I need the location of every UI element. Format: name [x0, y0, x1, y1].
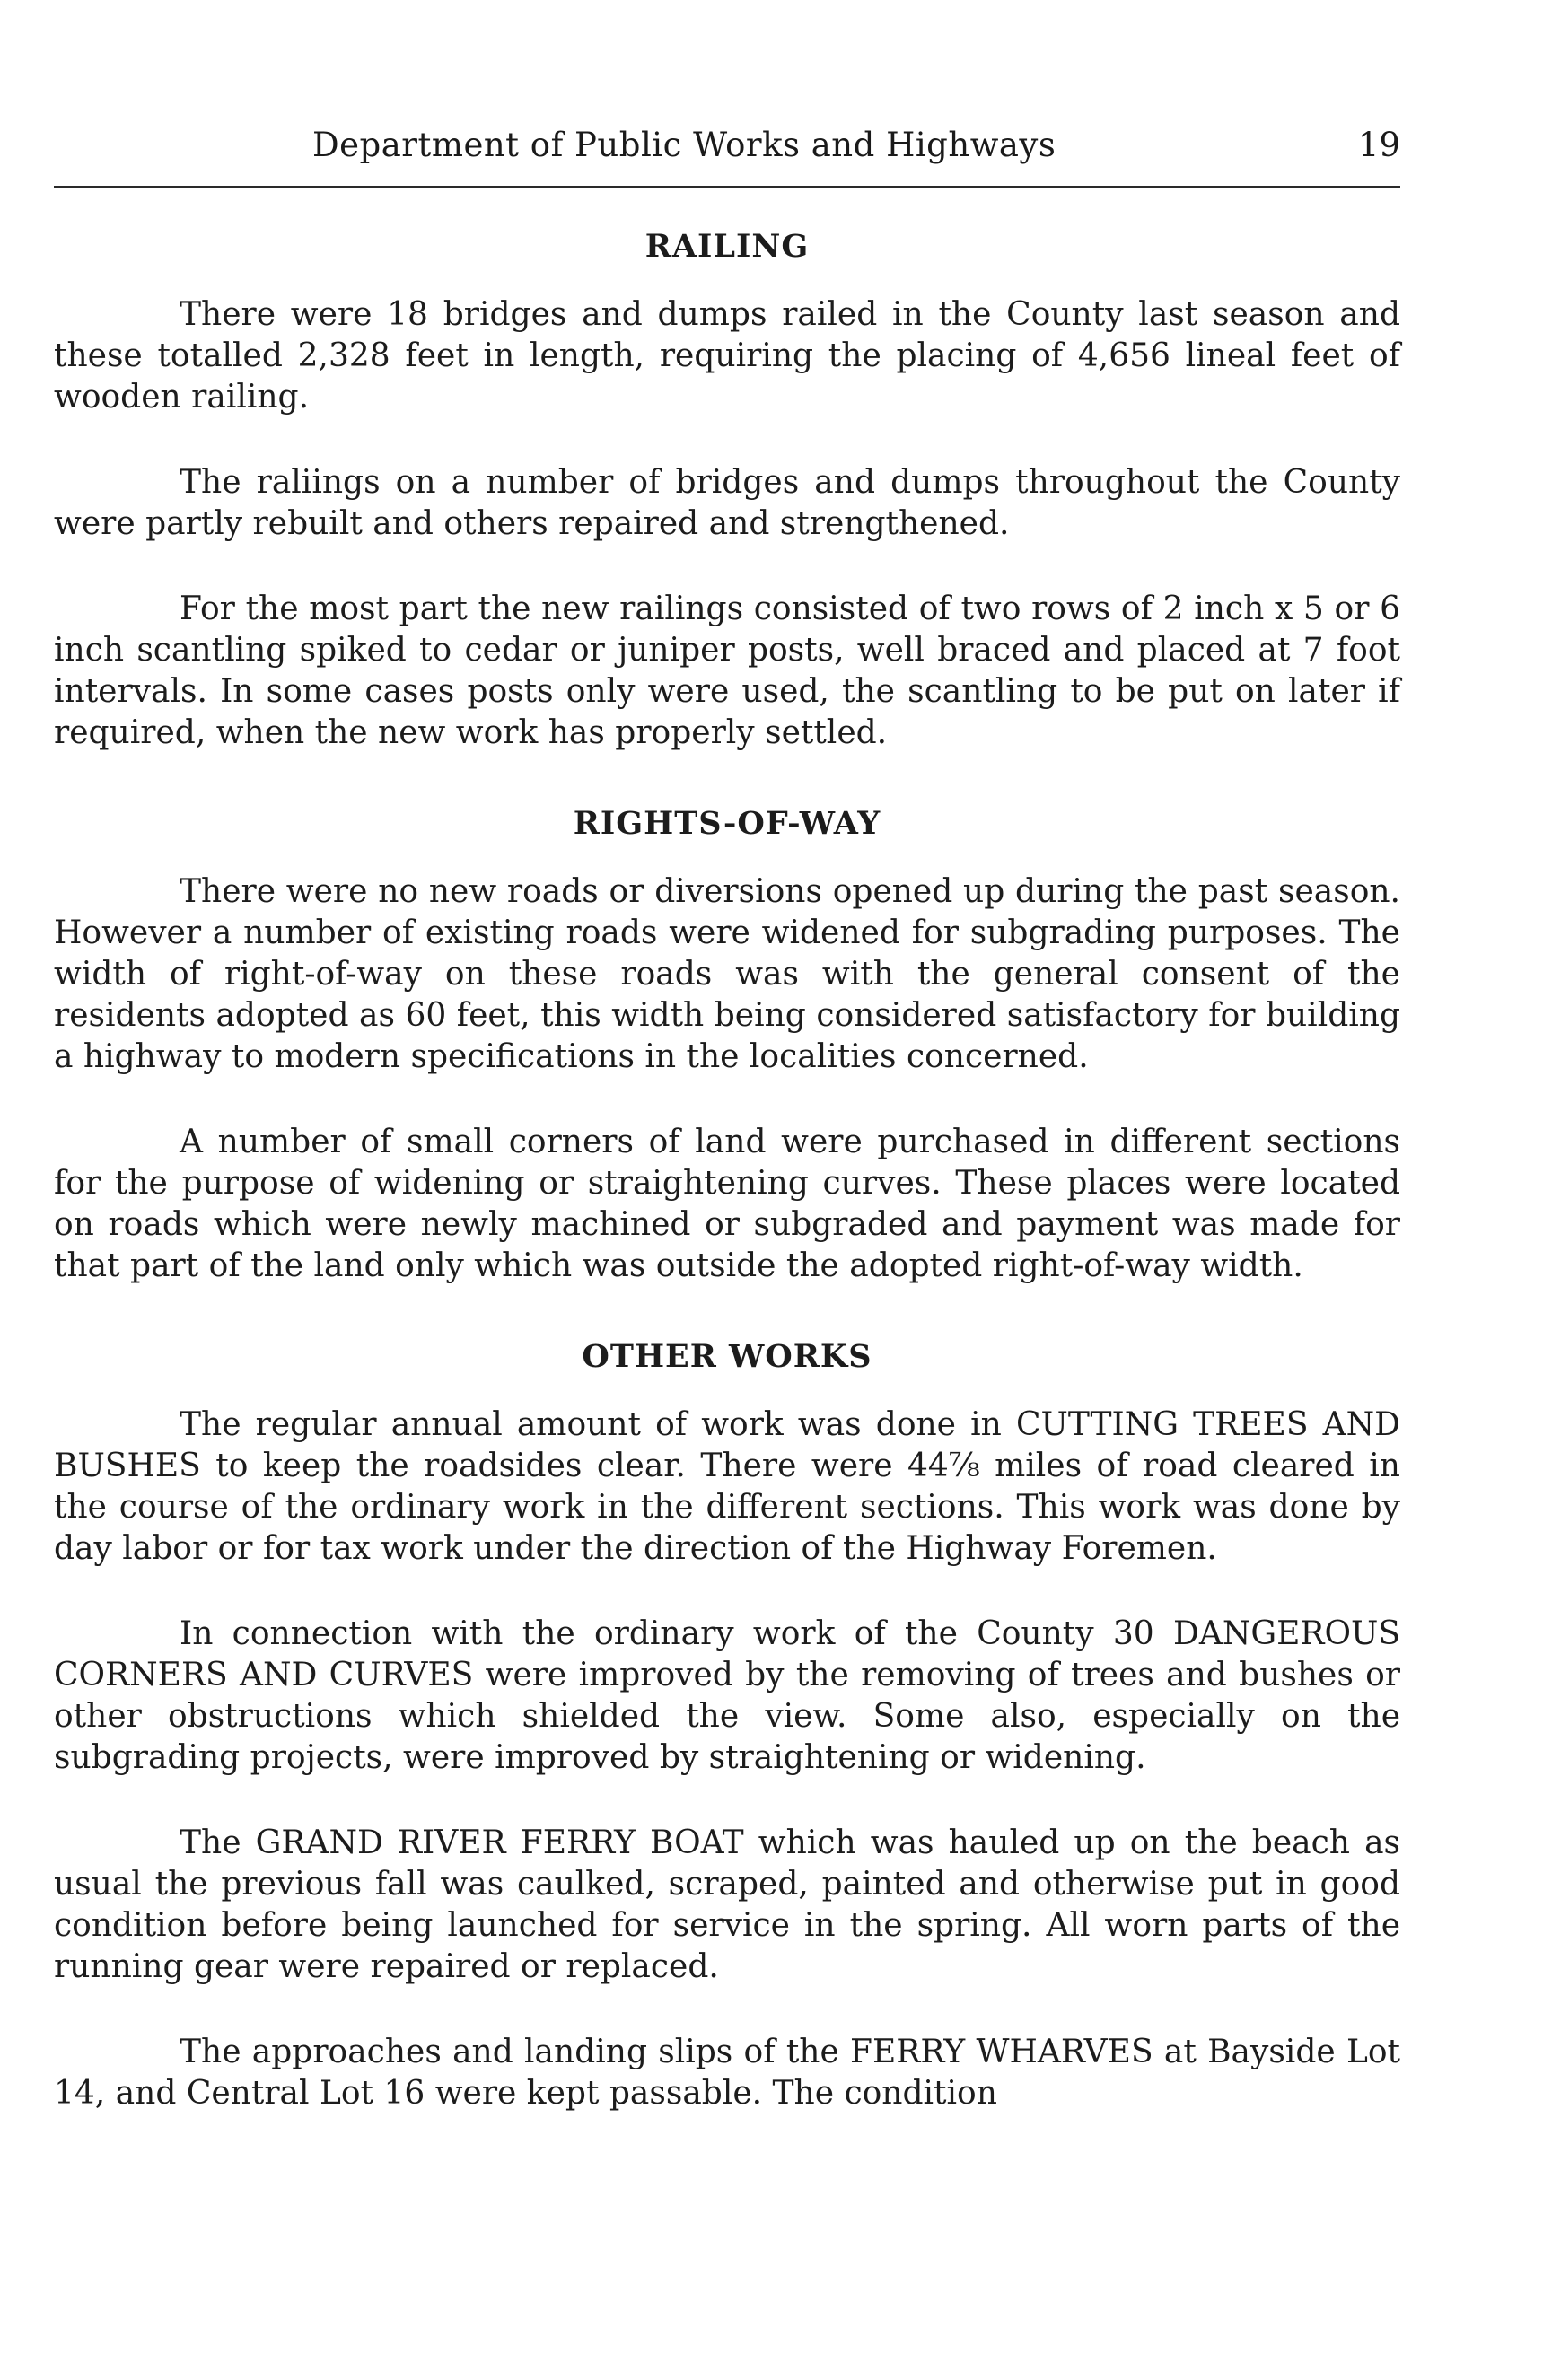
running-header — [54, 126, 1400, 188]
section-heading: RAILING — [644, 228, 810, 265]
page-body — [54, 226, 1400, 2158]
paragraph: For the most part the new railings consisted of two rows of 2 inch x 5 or 6 inch scantling spiked to cedar or juniper posts, well braced and placed at 7 foot intervals. In some cases posts only were used, the scantling to be put on later if required, when the new work has properly settled. — [54, 591, 1400, 751]
page-number: 19 — [1357, 126, 1400, 164]
paragraph: The regular annual amount of work was done in CUTTING TREES AND BUSHES to keep the roadsides clear. There were 44⅞ miles of road cleared in the course of the ordinary work in the different sections. This work was done by day labor or for tax work under the direction of the Highway Foremen. — [54, 1406, 1400, 1567]
paragraph: In connection with the ordinary work of the County 30 DANGEROUS CORNERS AND CURVES were improved by the removing of trees and bushes or other obstructions which shielded the view. Some also, especially on the subgrading projects, were improved by straightening or widening. — [54, 1615, 1400, 1776]
paragraph: The raliings on a number of bridges and dumps throughout the County were partly rebuilt and others repaired and strengthened. — [54, 464, 1400, 542]
paragraph: There were no new roads or diversions opened up during the past season. However a number of existing roads were widened for subgrading purposes. The width of right-of-way on these roads was with the general consent of the residents adopted as 60 feet, this width being considered satisfactory for building a highway to modern specifications in the localities concerned. — [54, 873, 1400, 1075]
header-title: Department of Public Works and Highways — [312, 126, 1056, 164]
paragraph: A number of small corners of land were purchased in different sections for the purpose of widening or straightening curves. These places were located on roads which were newly machined or subgraded and payment was made for that part of the land only which was outside the adopted right-of-way width. — [54, 1124, 1400, 1284]
section-heading: OTHER WORKS — [582, 1338, 872, 1375]
header-rule — [54, 186, 1400, 188]
section-railing — [54, 226, 1400, 754]
section-heading: RIGHTS-OF-WAY — [573, 805, 881, 842]
paragraph: The approaches and landing slips of the FERRY WHARVES at Bayside Lot 14, and Central Lot 16 were kept passable. The condition — [54, 2034, 1400, 2112]
paragraph: The GRAND RIVER FERRY BOAT which was hauled up on the beach as usual the previous fall was caulked, scraped, painted and otherwise put in good condition before being launched for service in the spring. All worn parts of the running gear were repaired or replaced. — [54, 1824, 1400, 1985]
paragraph: There were 18 bridges and dumps railed in the County last season and these totalled 2,328 feet in length, requiring the placing of 4,656 lineal feet of wooden railing. — [54, 296, 1400, 416]
section-other-works — [54, 1336, 1400, 2114]
section-rights-of-way — [54, 803, 1400, 1287]
